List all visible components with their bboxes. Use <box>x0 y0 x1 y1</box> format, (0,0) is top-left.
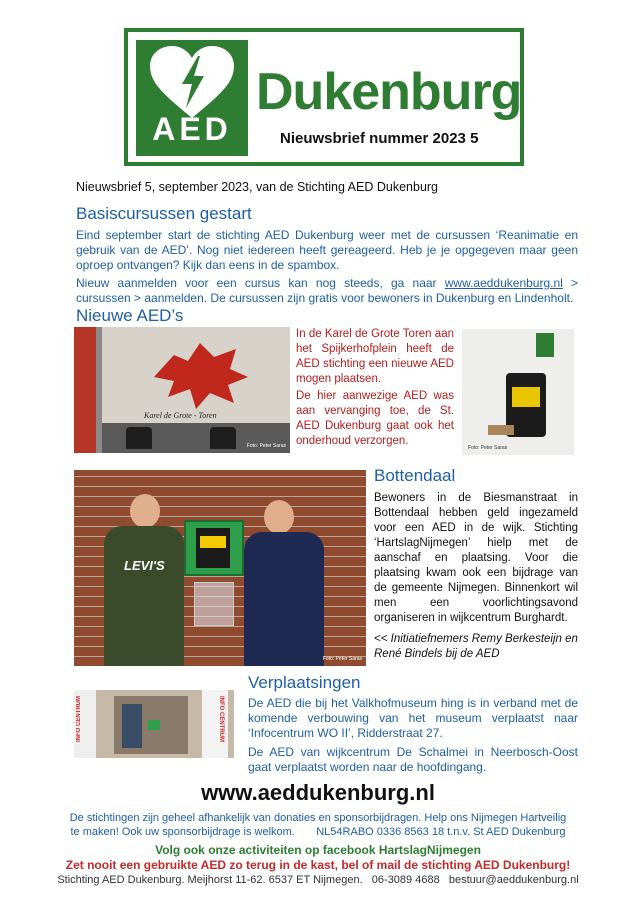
footer-warning-line: Zet nooit een gebruikte AED zo terug in de kast, bel of mail de stichting AED Dukenburg! <box>65 858 571 872</box>
section-heading-bottendaal: Bottendaal <box>374 466 456 485</box>
section1-para2-after: > cursussen > aanmelden. De cursussen zijn gratis voor bewoners in Dukenburg en Lindenholt. <box>76 276 579 305</box>
photo-infocentrum <box>74 690 234 758</box>
logo-text: AED <box>152 111 232 147</box>
masthead <box>124 28 524 166</box>
dragon-logo-icon <box>144 337 254 413</box>
section1-paragraph2 <box>76 276 578 306</box>
footer-website-url[interactable]: www.aeddukenburg.nl <box>201 780 435 805</box>
section-heading-basiscursussen: Basiscursussen gestart <box>76 204 252 223</box>
section1-para2-before: Nieuw aanmelden voor een cursus kan nog steeds, ga naar <box>76 276 445 290</box>
aed-logo <box>136 40 248 156</box>
photo-credit: Foto: Peter Saras <box>468 445 508 451</box>
photo-karel-de-grote-toren <box>74 327 290 453</box>
newsletter-number: Nieuwsbrief nummer 2023 5 <box>280 130 479 147</box>
intro-line: Nieuwsbrief 5, september 2023, van de Stichting AED Dukenburg <box>76 180 439 194</box>
section4-paragraph1: De AED die bij het Valkhofmuseum hing is in verband met de komende verbouwing van het museum verplaatst naar ‘Infocentrum WO II’, Ridderstraat 27. <box>248 696 578 740</box>
section-heading-verplaatsingen: Verplaatsingen <box>248 673 361 692</box>
newsletter-title: Dukenburg <box>256 63 522 121</box>
banner-right-text: INFO CENTRUM <box>218 696 224 742</box>
section1-paragraph1: Eind september start de stichting AED Dukenburg weer met de cursussen ‘Reanimatie en gebruik van de AED’. Nog niet iedereen heeft gereageerd. Heb je je opgegeven maar geen oproep ontvangen? Kijk dan eens in de spambox. <box>76 228 578 272</box>
photo-bottendaal-initiators <box>74 470 366 666</box>
photo-caption: << Initiatiefnemers Remy Berkesteijn en René Bindels bij de AED <box>374 633 578 660</box>
photo-aed-cabinet <box>462 329 574 455</box>
photo-credit: Foto: Peter Saras <box>322 656 362 662</box>
banner-left-text: INFO CENTRUM <box>76 696 82 742</box>
section2-paragraph2: De hier aanwezige AED was aan vervanging toe, de St. AED Dukenburg gaat ook het onderhoud verzorgen. <box>296 390 454 447</box>
section3-paragraph: Bewoners in de Biesmanstraat in Bottendaal hebben geld ingezameld voor een AED in de wijk. Stichting ‘HartslagNijmegen’ hielp met de aanschaf en plaatsing. Voor die plaatsing kwam ook een bijdrage van de gemeente Nijmegen. Binnenkort wil men een voorlichtingsavond organiseren in wijkcentrum Burghardt. <box>374 492 578 624</box>
section2-paragraph1: In de Karel de Grote Toren aan het Spijkerhofplein heeft de AED stichting een nieuwe AED mogen plaatsen. <box>296 328 454 385</box>
photo-credit: Foto: Peter Saras <box>246 443 286 449</box>
footer-facebook-line: Volg ook onze activiteiten op facebook HartslagNijmegen <box>155 843 481 857</box>
website-link[interactable]: www.aeddukenburg.nl <box>444 276 563 290</box>
section-heading-nieuwe-aeds: Nieuwe AED’s <box>76 306 184 325</box>
photo-sign-text: Karel de Grote - Toren <box>144 411 217 420</box>
shirt-logo-text: LEVI'S <box>124 558 165 573</box>
footer-donation-line2: te maken! Ook uw sponsorbijdrage is welkom. NL54RABO 0336 8563 18 t.n.v. St AED Dukenburg <box>70 826 566 838</box>
footer-donation-line1: De stichtingen zijn geheel afhankelijk van donaties en sponsorbijdragen. Help ons Nijmegen Hartveilig <box>69 812 567 824</box>
section4-paragraph2: De AED van wijkcentrum De Schalmei in Neerbosch-Oost gaat verplaatst worden naar de hoofdingang. <box>248 745 578 774</box>
footer-contact-line: Stichting AED Dukenburg. Meijhorst 11-62. 6537 ET Nijmegen. 06-3089 4688 bestuur@aeddukenburg.nl <box>57 874 579 886</box>
